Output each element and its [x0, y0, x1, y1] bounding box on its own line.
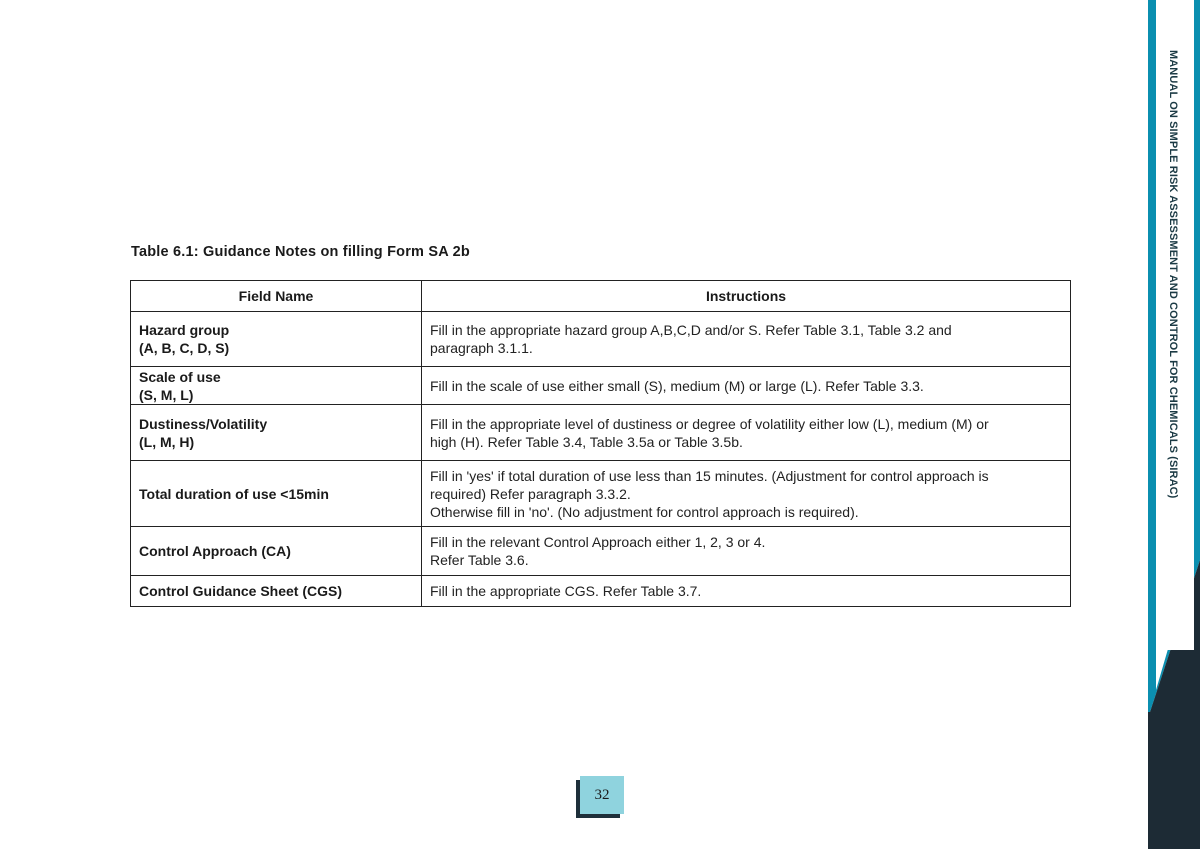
- field-name-cell: [131, 312, 422, 367]
- page-number-badge: [580, 776, 624, 814]
- instructions-cell: [422, 527, 1071, 576]
- guidance-table: [130, 280, 1071, 607]
- column-header-field-name: Field Name: [131, 281, 422, 312]
- table-row: [131, 367, 1071, 405]
- instructions-line: Fill in 'yes' if total duration of use less than 15 minutes. (Adjustment for control approach is: [430, 467, 989, 484]
- side-banner-text: MANUAL ON SIMPLE RISK ASSESSMENT AND CONTROL FOR CHEMICALS (SIRAC): [1167, 50, 1179, 499]
- field-name-line: Total duration of use <15min: [139, 485, 329, 502]
- field-name-line: Scale of use: [139, 368, 221, 385]
- instructions-cell: [422, 405, 1071, 461]
- field-name-cell: [131, 576, 422, 607]
- instructions-line: Refer Table 3.6.: [430, 552, 529, 568]
- field-name-line: Control Guidance Sheet (CGS): [139, 583, 343, 599]
- instructions-line: paragraph 3.1.1.: [430, 340, 533, 356]
- band-dark-edge: [1148, 712, 1150, 849]
- field-name-cell: [131, 367, 422, 405]
- table-row: [131, 527, 1071, 576]
- instructions-cell: [422, 367, 1071, 405]
- instructions-line: Fill in the appropriate hazard group A,B,C,D and/or S. Refer Table 3.1, Table 3.2 and: [430, 322, 952, 338]
- field-name-cell: [131, 527, 422, 576]
- field-name-line: Dustiness/Volatility: [139, 415, 268, 432]
- field-name-line: (A, B, C, D, S): [139, 340, 230, 356]
- instructions-line: Fill in the scale of use either small (S), medium (M) or large (L). Refer Table 3.3.: [430, 377, 924, 394]
- instructions-line: required) Refer paragraph 3.3.2.: [430, 485, 631, 502]
- table-row: [131, 576, 1071, 607]
- instructions-cell: [422, 576, 1071, 607]
- field-name-line: Hazard group: [139, 322, 230, 338]
- instructions-line: high (H). Refer Table 3.4, Table 3.5a or Table 3.5b.: [430, 433, 743, 450]
- field-name-line: (S, M, L): [139, 386, 194, 403]
- field-name-line: (L, M, H): [139, 433, 195, 450]
- page-number: 32: [594, 786, 610, 803]
- table-header-row: [131, 281, 1071, 312]
- table-row: [131, 461, 1071, 527]
- column-header-instructions: Instructions: [422, 281, 1071, 312]
- instructions-cell: [422, 461, 1071, 527]
- instructions-line: Fill in the appropriate level of dustiness or degree of volatility either low (L), medium (M) or: [430, 415, 989, 432]
- instructions-line: Otherwise fill in 'no'. (No adjustment for control approach is required).: [430, 503, 859, 520]
- instructions-line: Fill in the appropriate CGS. Refer Table 3.7.: [430, 583, 702, 599]
- table-row: [131, 405, 1071, 461]
- table-row: [131, 312, 1071, 367]
- instructions-line: Fill in the relevant Control Approach either 1, 2, 3 or 4.: [430, 534, 766, 550]
- instructions-cell: [422, 312, 1071, 367]
- field-name-cell: [131, 461, 422, 527]
- table-title: Table 6.1: Guidance Notes on filling Form SA 2b: [131, 244, 470, 260]
- field-name-line: Control Approach (CA): [139, 543, 291, 559]
- side-banner: [1163, 50, 1183, 590]
- field-name-cell: [131, 405, 422, 461]
